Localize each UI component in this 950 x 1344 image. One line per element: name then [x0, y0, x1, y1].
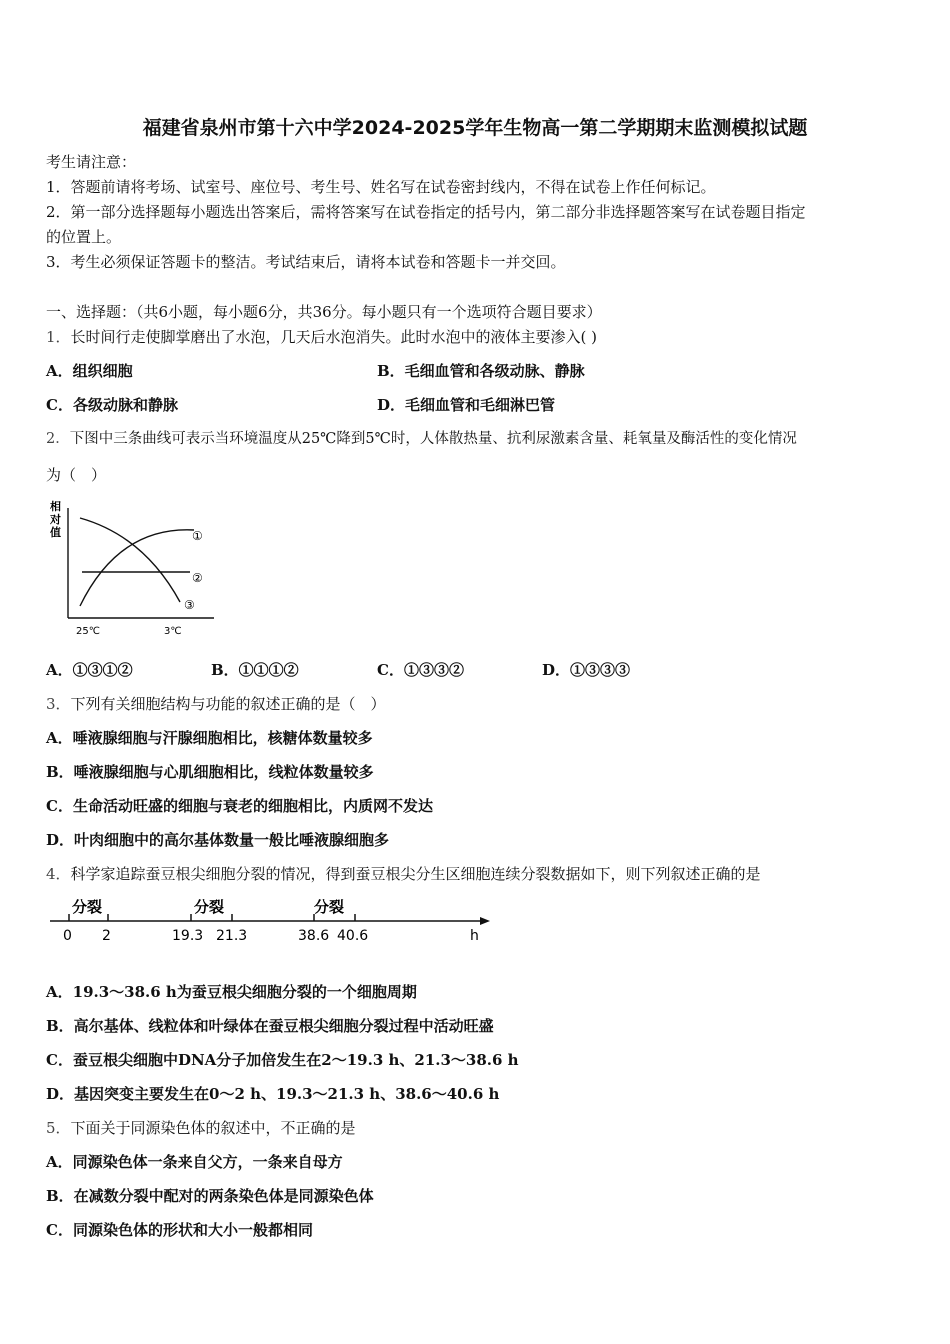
- question-number: 5．: [46, 1119, 71, 1137]
- q3-option-d: D．叶肉细胞中的高尔基体数量一般比唾液腺细胞多: [46, 831, 390, 849]
- q1-option-b: B．毛细血管和各级动脉、静脉: [377, 362, 585, 380]
- q3-option-a: A．唾液腺细胞与汗腺细胞相比，核糖体数量较多: [46, 729, 373, 747]
- curve-label-3: ③: [184, 598, 195, 612]
- division-label: 分裂: [72, 898, 103, 916]
- q4-option-d: D．基因突变主要发生在0～2 h、19.3～21.3 h、38.6～40.6 h: [46, 1085, 500, 1103]
- q4-timeline: [44, 894, 494, 950]
- notice-item: 1．答题前请将考场、试室号、座位号、考生号、姓名写在试卷密封线内，不得在试卷上作任何标记。: [46, 178, 716, 196]
- q5-option-c: C．同源染色体的形状和大小一般都相同: [46, 1221, 313, 1239]
- question-3: [46, 694, 386, 714]
- x-start-label: 25℃: [76, 626, 100, 637]
- curve-3: [80, 518, 180, 602]
- tick-label: 19.3: [172, 928, 204, 944]
- q1-option-a: A．组织细胞: [46, 362, 133, 380]
- question-1: [46, 327, 597, 347]
- curve-1: [80, 530, 194, 606]
- page-title: 福建省泉州市第十六中学2024-2025学年生物高一第二学期期末监测模拟试题: [142, 117, 808, 139]
- question-stem: 长时间行走使脚掌磨出了水泡，几天后水泡消失。此时水泡中的液体主要渗入( ): [70, 328, 598, 346]
- y-axis-label: 值: [50, 526, 61, 539]
- notice-item: 的位置上。: [46, 228, 122, 246]
- question-stem: 下列有关细胞结构与功能的叙述正确的是（ ）: [70, 695, 386, 713]
- question-number: 2．: [46, 431, 70, 447]
- q5-option-b: B．在减数分裂中配对的两条染色体是同源染色体: [46, 1187, 374, 1205]
- tick-label: 38.6: [298, 928, 330, 944]
- division-label: 分裂: [314, 898, 345, 916]
- tick-label: 21.3: [216, 928, 248, 944]
- q2-option-a: A．①③①②: [46, 661, 133, 679]
- q2-option-d: D．①③③③: [542, 661, 631, 679]
- question-5: [46, 1118, 356, 1138]
- q1-option-d: D．毛细血管和毛细淋巴管: [377, 396, 556, 414]
- question-stem: 下图中三条曲线可表示当环境温度从25℃降到5℃时，人体散热量、抗利尿激素含量、耗氧量及酶活性的变化情况: [69, 431, 797, 447]
- notice-heading: 考生请注意：: [46, 153, 137, 171]
- question-stem: 下面关于同源染色体的叙述中，不正确的是: [70, 1119, 356, 1137]
- q2-option-c: C．①③③②: [377, 661, 464, 679]
- notice-item: 3．考生必须保证答题卡的整洁。考试结束后，请将本试卷和答题卡一并交回。: [46, 253, 566, 271]
- tick-label: 2: [102, 928, 111, 944]
- q1-option-c: C．各级动脉和静脉: [46, 396, 178, 414]
- question-number: 3．: [46, 695, 71, 713]
- division-label: 分裂: [194, 898, 225, 916]
- unit-label: h: [470, 928, 479, 944]
- notice-item: 2．第一部分选择题每小题选出答案后，需将答案写在试卷指定的括号内，第二部分非选择题答案写在试卷题目指定: [46, 203, 806, 221]
- question-2-stem-cont: 为（ ）: [46, 466, 107, 484]
- x-end-label: 3℃: [164, 626, 182, 637]
- q3-option-c: C．生命活动旺盛的细胞与衰老的细胞相比，内质网不发达: [46, 797, 433, 815]
- curve-label-2: ②: [192, 571, 203, 585]
- question-number: 4．: [46, 865, 71, 883]
- question-stem: 科学家追踪蚕豆根尖细胞分裂的情况，得到蚕豆根尖分生区细胞连续分裂数据如下，则下列叙述正确的是: [70, 865, 761, 883]
- question-2: [46, 429, 797, 449]
- curve-label-1: ①: [192, 529, 203, 543]
- q4-option-a: A．19.3～38.6 h为蚕豆根尖细胞分裂的一个细胞周期: [46, 983, 417, 1001]
- tick-label: 40.6: [337, 928, 369, 944]
- q2-option-b: B．①①①②: [211, 661, 299, 679]
- question-4: [46, 864, 761, 884]
- timeline-arrow: [480, 917, 490, 925]
- q5-option-a: A．同源染色体一条来自父方，一条来自母方: [46, 1153, 343, 1171]
- y-axis-label: 对: [50, 513, 61, 526]
- q4-option-b: B．高尔基体、线粒体和叶绿体在蚕豆根尖细胞分裂过程中活动旺盛: [46, 1017, 494, 1035]
- tick-label: 0: [63, 928, 72, 944]
- q4-option-c: C．蚕豆根尖细胞中DNA分子加倍发生在2～19.3 h、21.3～38.6 h: [46, 1051, 519, 1069]
- section-heading: 一、选择题：（共6小题，每小题6分，共36分。每小题只有一个选项符合题目要求）: [46, 303, 602, 321]
- y-axis-label: 相: [50, 500, 61, 513]
- q2-graph: [44, 496, 224, 646]
- question-number: 1．: [46, 328, 71, 346]
- q3-option-b: B．唾液腺细胞与心肌细胞相比，线粒体数量较多: [46, 763, 374, 781]
